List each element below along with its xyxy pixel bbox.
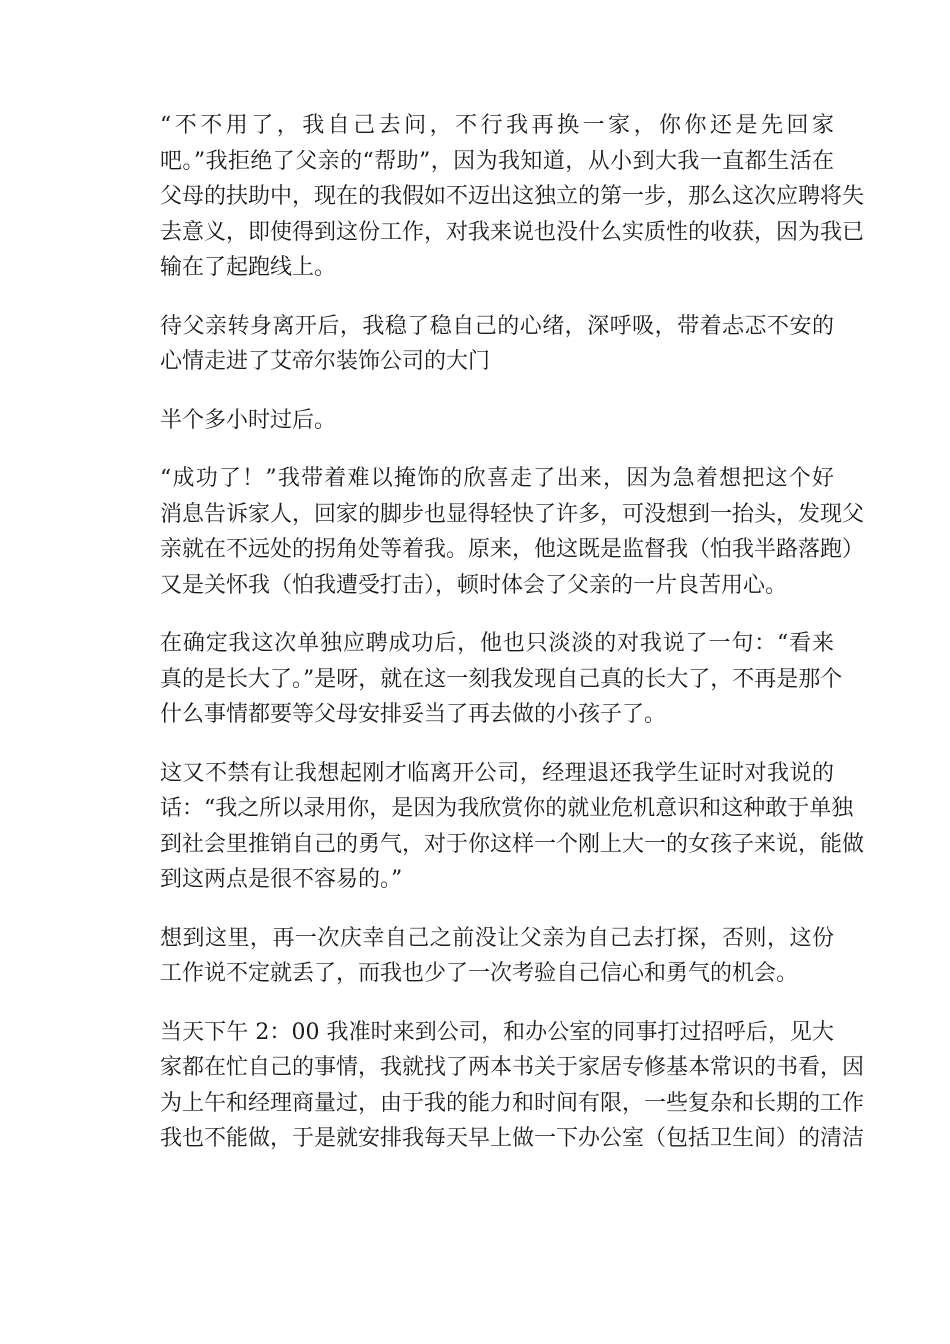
paragraph-line: 到社会里推销自己的勇气，对于你这样一个刚上大一的女孩子来说，能做 xyxy=(160,831,865,857)
paragraph xyxy=(116,626,843,733)
paragraph-line: 我也不能做，于是就安排我每天早上做一下办公室（包括卫生间）的清洁 xyxy=(160,1126,865,1151)
paragraph xyxy=(116,756,865,898)
paragraph xyxy=(116,921,834,992)
paragraph xyxy=(116,461,865,603)
paragraph-line: “不不用了，我自己去问，不行我再换一家，你你还是先回家 xyxy=(160,113,834,138)
paragraph-line: 在确定我这次单独应聘成功后，他也只淡淡的对我说了一句：“看来 xyxy=(160,631,834,656)
paragraph-line: 心情走进了艾帝尔装饰公司的大门 xyxy=(160,349,491,374)
paragraph-line: 什么事情都要等父母安排妥当了再去做的小孩子了。 xyxy=(160,702,667,727)
paragraph xyxy=(116,309,834,380)
paragraph-line: 去意义，即使得到这份工作，对我来说也没什么实质性的收获，因为我已 xyxy=(160,219,865,245)
document-body xyxy=(116,108,865,1180)
paragraph-line: 亲就在不远处的拐角处等着我。原来，他这既是监督我（怕我半路落跑） xyxy=(160,537,865,562)
paragraph-line: 真的是长大了。”是呀，就在这一刻我发现自己真的长大了，不再是那个 xyxy=(160,666,843,692)
paragraph-line: 父母的扶助中，现在的我假如不迈出这独立的第一步，那么这次应聘将失 xyxy=(160,184,865,209)
paragraph xyxy=(116,108,865,286)
paragraph-line: 工作说不定就丢了，而我也少了一次考验自己信心和勇气的机会。 xyxy=(160,961,799,986)
paragraph-line: 家都在忙自己的事情，我就找了两本书关于家居专修基本常识的书看，因 xyxy=(160,1055,865,1080)
paragraph-line: 消息告诉家人，回家的脚步也显得轻快了许多，可没想到一抬头，发现父 xyxy=(160,501,865,527)
paragraph-line: 半个多小时过后。 xyxy=(160,407,337,433)
paragraph-line: 当天下午 2：00 我准时来到公司，和办公室的同事打过招呼后，见大 xyxy=(160,1019,834,1045)
paragraph xyxy=(116,403,834,439)
paragraph-line: 到这两点是很不容易的。” xyxy=(160,867,403,892)
paragraph-line: 话：“我之所以录用你，是因为我欣赏你的就业危机意识和这种敢于单独 xyxy=(160,796,854,821)
paragraph-line: 为上午和经理商量过，由于我的能力和时间有限，一些复杂和长期的工作 xyxy=(160,1090,865,1116)
paragraph-line: 这又不禁有让我想起刚才临离开公司，经理退还我学生证时对我说的 xyxy=(160,760,834,786)
paragraph-line: 待父亲转身离开后，我稳了稳自己的心绪，深呼吸，带着忐忑不安的 xyxy=(160,313,834,339)
paragraph-line: 想到这里，再一次庆幸自己之前没让父亲为自己去打探，否则，这份 xyxy=(160,925,834,951)
paragraph-line: “成功了！”我带着难以掩饰的欣喜走了出来，因为急着想把这个好 xyxy=(160,466,834,491)
paragraph-line: 吧。”我拒绝了父亲的“帮助”，因为我知道，从小到大我一直都生活在 xyxy=(160,148,834,174)
paragraph xyxy=(116,1015,865,1157)
paragraph-line: 又是关怀我（怕我遭受打击），顿时体会了父亲的一片良苦用心。 xyxy=(160,572,788,598)
paragraph-line: 输在了起跑线上。 xyxy=(160,255,337,280)
